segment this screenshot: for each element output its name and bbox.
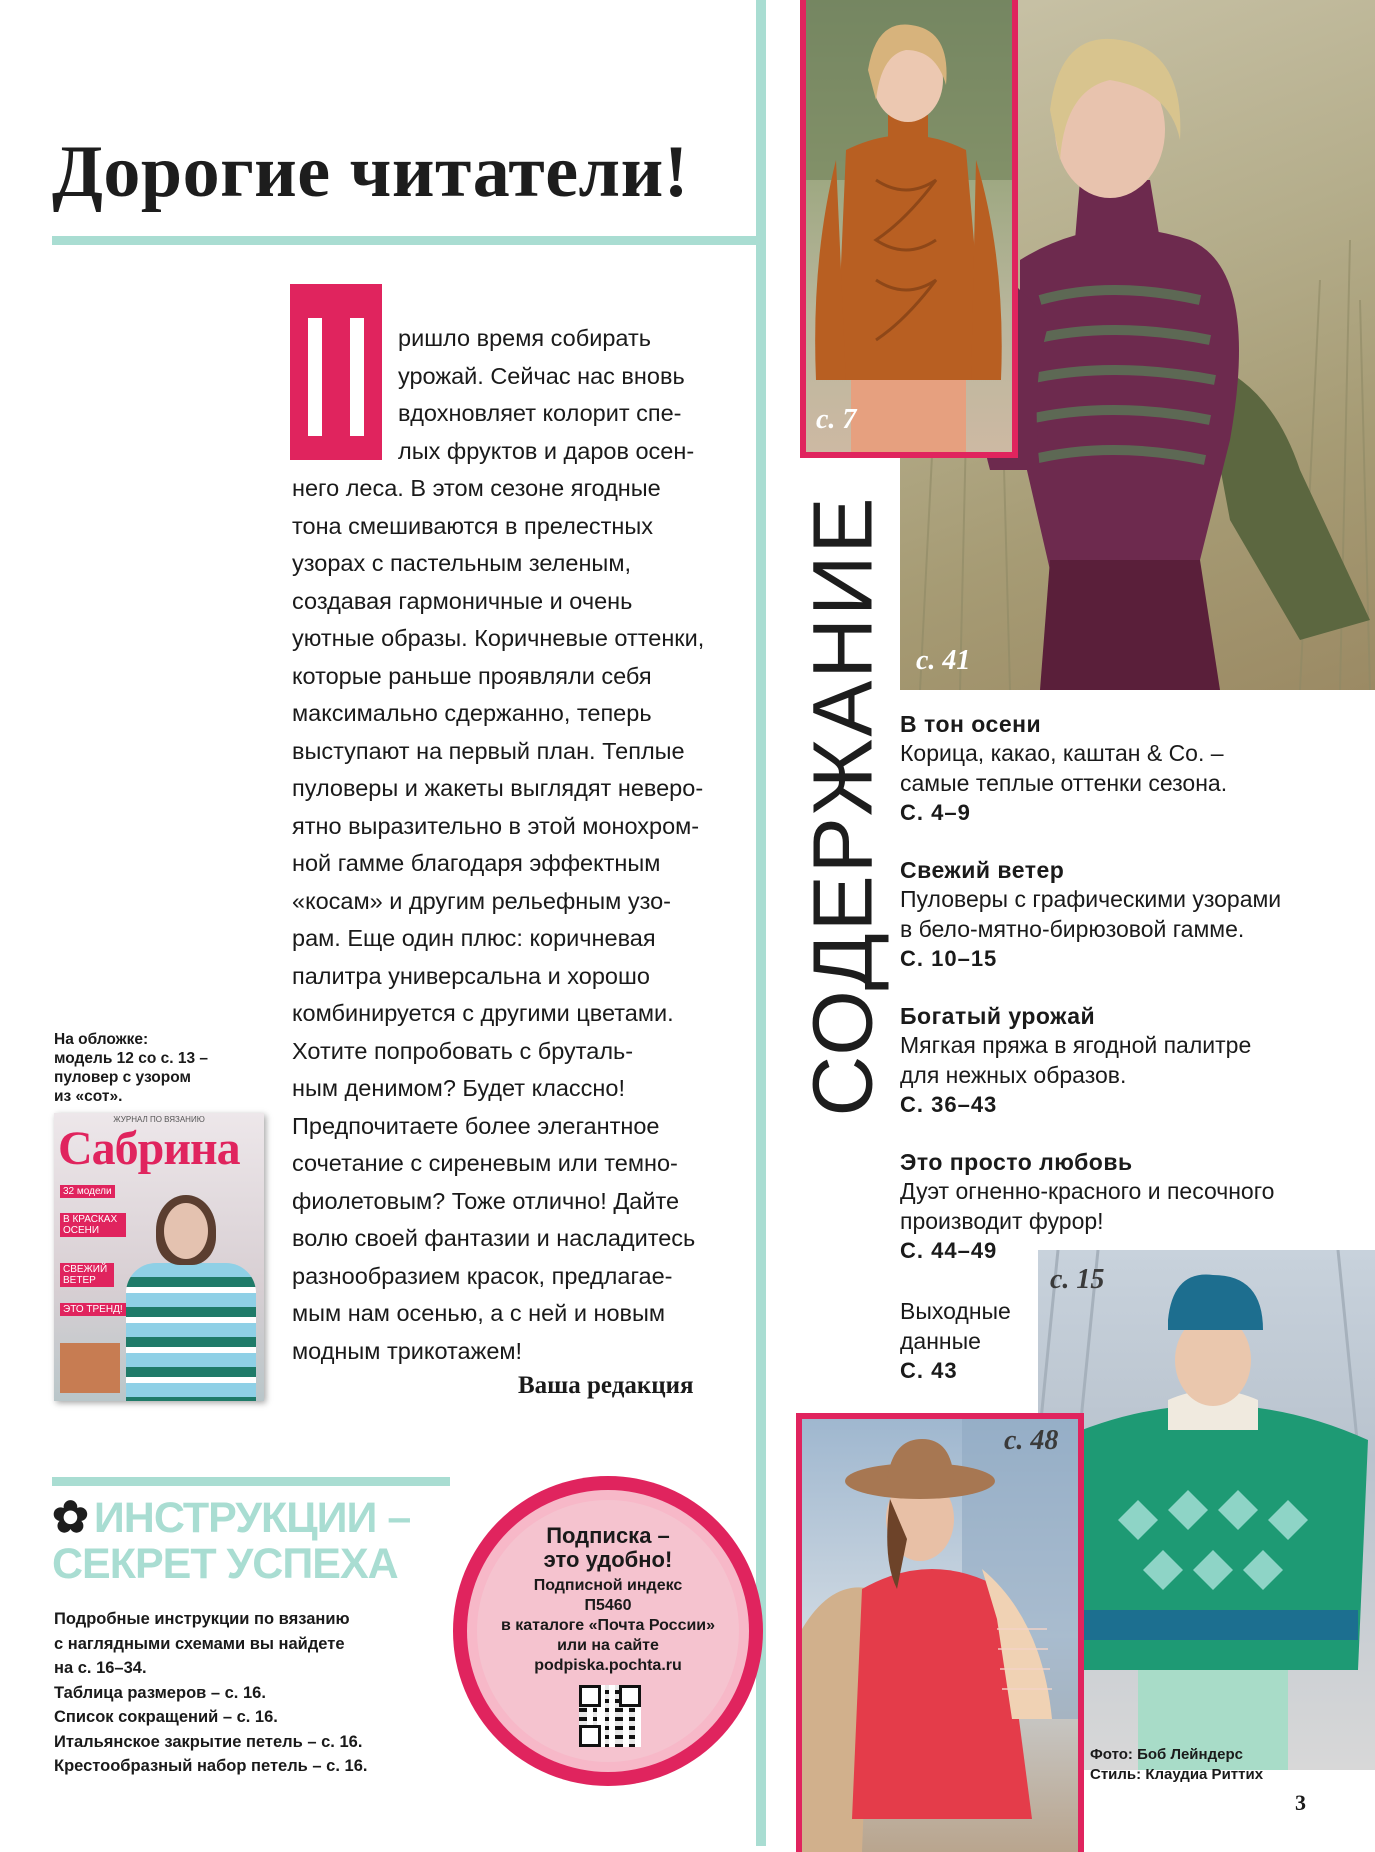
editorial-line: которые раньше проявляли себя xyxy=(292,662,652,689)
cover-caption xyxy=(54,1030,254,1106)
subscription-index: П5460 xyxy=(584,1597,632,1614)
clover-icon: ✿ xyxy=(52,1493,88,1542)
vertical-divider xyxy=(756,0,766,1846)
cover-model-image xyxy=(126,1193,246,1401)
subscription-badge xyxy=(453,1476,763,1786)
instructions-text xyxy=(54,1607,444,1779)
editorial-line: комбинируется с другими цветами. xyxy=(292,1000,674,1026)
contents-vertical-title xyxy=(795,472,890,1140)
instructions-line: Таблица размеров – с. 16. xyxy=(54,1683,266,1702)
instructions-title xyxy=(52,1495,410,1587)
toc-item-description: Выходные xyxy=(900,1298,1011,1324)
toc-item-description: данные xyxy=(900,1328,981,1354)
subscription-heading xyxy=(467,1524,749,1572)
magazine-logo: Сабрина xyxy=(58,1122,240,1175)
editorial-line: сочетание с сиреневым или темно- xyxy=(292,1150,678,1176)
toc-item-pages: С. 36–43 xyxy=(900,1092,998,1117)
toc-item[interactable] xyxy=(900,1002,1370,1120)
toc-item-pages: С. 10–15 xyxy=(900,946,998,971)
credit-photo: Фото: Боб Лейндерс xyxy=(1090,1746,1243,1763)
editorial-signature: Ваша редакция xyxy=(518,1372,694,1399)
drop-cap-letter-shape xyxy=(308,318,364,436)
toc-item-heading: Свежий ветер xyxy=(900,857,1065,883)
editorial-line: Хотите попробовать с бруталь- xyxy=(292,1037,634,1064)
editorial-line: лых фруктов и даров осен- xyxy=(398,437,695,464)
toc-item-pages: С. 4–9 xyxy=(900,800,971,825)
toc-item-description: производит фурор! xyxy=(900,1208,1104,1234)
page-headline: Дорогие читатели! xyxy=(52,131,689,213)
cover-tag: 32 модели xyxy=(60,1185,115,1198)
drop-cap xyxy=(290,284,382,460)
photo-page-label-c: с. 15 xyxy=(1050,1264,1105,1295)
editorial-line: узорах с пастельным зеленым, xyxy=(292,550,632,576)
toc-item-description: для нежных образов. xyxy=(900,1062,1127,1088)
instructions-line: Подробные инструкции по вязанию xyxy=(54,1610,350,1628)
photo-page-label: с. 41 xyxy=(916,645,971,676)
editorial-line: вдохновляет колорит спе- xyxy=(398,400,682,426)
qr-finder xyxy=(619,1685,641,1707)
editorial-line: ной гамме благодаря эффектным xyxy=(292,850,661,876)
editorial-line: волю своей фантазии и насладитесь xyxy=(292,1225,696,1251)
editorial-line: пуловеры и жакеты выглядят неверо- xyxy=(292,775,704,801)
editorial-line: разнообразием красок, предлагае- xyxy=(292,1262,673,1289)
instructions-line: на с. 16–34. xyxy=(54,1659,147,1677)
editorial-line: фиолетовым? Тоже отлично! Дайте xyxy=(292,1187,680,1214)
subscription-line: Подписной индекс xyxy=(533,1577,683,1594)
instructions-rule xyxy=(52,1477,450,1486)
editorial-first-lines xyxy=(398,320,738,470)
toc-item-description: Мягкая пряжа в ягодной палитре xyxy=(900,1032,1252,1058)
photo-page-label: с. 7 xyxy=(816,404,857,435)
subscription-heading-line: это удобно! xyxy=(543,1547,673,1572)
toc-item[interactable] xyxy=(900,1148,1370,1266)
toc-item-heading: Богатый урожай xyxy=(900,1003,1096,1029)
editorial-line: тона смешиваются в прелестных xyxy=(292,512,654,539)
magazine-cover-thumbnail xyxy=(54,1113,264,1401)
instructions-line: Крестообразный набор петель – с. 16. xyxy=(54,1757,368,1775)
toc-item-heading: Это просто любовь xyxy=(900,1149,1133,1175)
toc-item[interactable] xyxy=(900,856,1370,974)
editorial-line: уютные образы. Коричневые оттенки, xyxy=(292,625,705,651)
editorial-line: модным трикотажем! xyxy=(292,1337,523,1364)
instructions-line: Список сокращений – с. 16. xyxy=(54,1708,278,1726)
editorial-line: урожай. Сейчас нас вновь xyxy=(398,362,685,389)
photo-green-sweater xyxy=(1038,1250,1375,1770)
photo-credits xyxy=(1090,1745,1263,1785)
cover-caption-line: модель 12 со с. 13 – xyxy=(54,1050,209,1067)
cover-caption-line: из «сот». xyxy=(54,1088,123,1105)
toc-item-pages: С. 43 xyxy=(900,1358,958,1383)
editorial-line: него леса. В этом сезоне ягодные xyxy=(292,475,661,501)
toc-item[interactable] xyxy=(900,710,1370,828)
instructions-line: Итальянское закрытие петель – с. 16. xyxy=(54,1732,363,1751)
photo-brown-sweater-illustration xyxy=(806,0,1012,452)
contents-title-text: СОДЕРЖАНИЕ xyxy=(795,495,890,1117)
qr-finder xyxy=(579,1725,601,1747)
cover-tag: В КРАСКАХ ОСЕНИ xyxy=(60,1213,126,1237)
cover-caption-line: На обложке: xyxy=(54,1031,149,1048)
toc-item-description: самые теплые оттенки сезона. xyxy=(900,770,1228,796)
toc-item-description: Корица, какао, каштан & Co. – xyxy=(900,740,1224,766)
photo-brown-sweater xyxy=(800,0,1018,458)
editorial-line: выступают на первый план. Теплые xyxy=(292,737,685,764)
photo-red-dress-illustration xyxy=(802,1419,1078,1852)
subscription-line: или на сайте xyxy=(557,1637,659,1654)
photo-green-sweater-illustration xyxy=(1038,1250,1375,1770)
headline-rule xyxy=(52,236,764,245)
subscription-heading-line: Подписка – xyxy=(546,1523,670,1548)
editorial-line: ятно выразительно в этой монохром- xyxy=(292,812,700,839)
cover-caption-line: пуловер с узором xyxy=(54,1069,191,1086)
toc-item-description: Пуловеры с графическими узорами xyxy=(900,886,1282,912)
editorial-line: максимально сдержанно, теперь xyxy=(292,700,652,726)
cover-tag: ЭТО ТРЕНД! xyxy=(60,1303,126,1316)
instructions-title-line: ИНСТРУКЦИИ – xyxy=(93,1494,411,1542)
editorial-line: палитра универсальна и хорошо xyxy=(292,962,650,989)
editorial-line: Предпочитаете более элегантное xyxy=(292,1112,660,1139)
editorial-line: ришло время собирать xyxy=(398,325,651,351)
photo-red-dress xyxy=(796,1413,1084,1852)
photo-page-label: с. 48 xyxy=(1004,1425,1059,1456)
qr-finder xyxy=(579,1685,601,1707)
toc-item[interactable] xyxy=(900,1296,1030,1386)
toc-item-pages: С. 44–49 xyxy=(900,1238,998,1263)
subscription-url[interactable]: podpiska.pochta.ru xyxy=(534,1657,682,1674)
instructions-title-line: СЕКРЕТ УСПЕХА xyxy=(52,1540,398,1588)
instructions-line: с наглядными схемами вы найдете xyxy=(54,1634,345,1653)
editorial-line: создавая гармоничные и очень xyxy=(292,587,633,614)
cover-tag: СВЕЖИЙ ВЕТЕР xyxy=(60,1263,114,1287)
editorial-body xyxy=(292,470,744,1370)
cover-kicker: ЖУРНАЛ ПО ВЯЗАНИЮ xyxy=(113,1115,205,1124)
toc-item-description: Дуэт огненно-красного и песочного xyxy=(900,1178,1275,1204)
subscription-line: в каталоге «Почта России» xyxy=(500,1617,716,1634)
editorial-line: мым нам осенью, а с ней и новым xyxy=(292,1300,666,1326)
toc-item-heading: В тон осени xyxy=(900,711,1042,737)
editorial-line: ным денимом? Будет классно! xyxy=(292,1075,625,1101)
toc-item-description: в бело-мятно-бирюзовой гамме. xyxy=(900,916,1245,942)
page-number: 3 xyxy=(1295,1790,1306,1815)
cover-inset-photo xyxy=(60,1343,120,1393)
credit-style: Стиль: Клаудиа Риттих xyxy=(1090,1766,1264,1783)
editorial-line: «косам» и другим рельефным узо- xyxy=(292,887,671,914)
editorial-line: рам. Еще один плюс: коричневая xyxy=(292,925,656,951)
